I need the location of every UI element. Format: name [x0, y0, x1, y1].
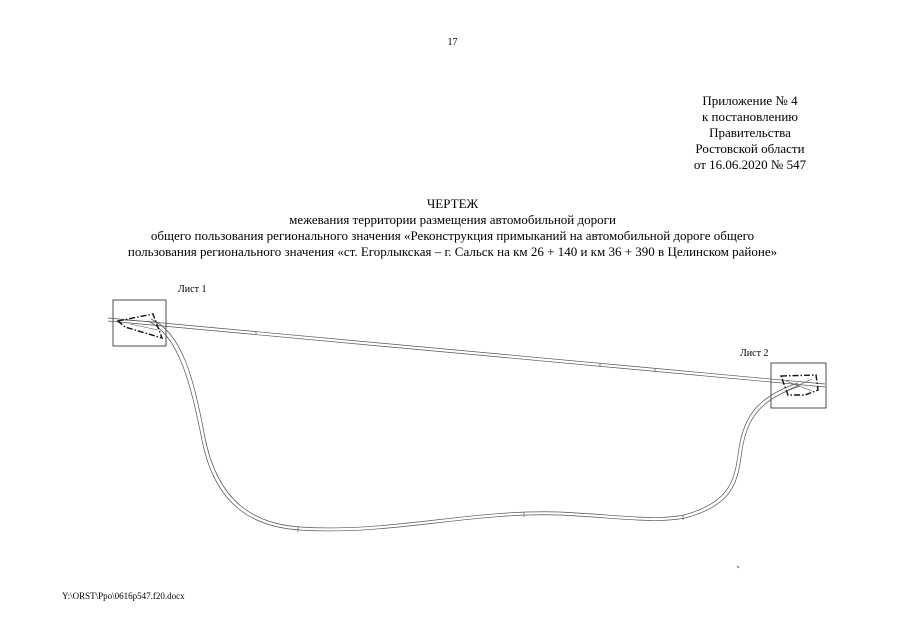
title-line-2: общего пользования регионального значения «Реконструкция примыканий на автомобильной дороге общего: [150, 228, 755, 243]
sheet-2-label: Лист 2: [740, 348, 769, 359]
stray-mark: [737, 566, 739, 568]
road-markers: [256, 331, 683, 532]
document-heading: ЧЕРТЕЖ: [426, 196, 479, 211]
straight-road: [108, 318, 825, 387]
title-line-1: межевания территории размещения автомобильной дороги: [289, 212, 616, 227]
appendix-line-4: Ростовской области: [695, 141, 805, 156]
page-number: 17: [447, 37, 458, 48]
sheet-1-label: Лист 1: [178, 284, 207, 295]
appendix-line-2: к постановлению: [701, 109, 799, 124]
footer-file-path: Y:\ORST\Ppo\0616p547.f20.docx: [62, 591, 185, 601]
appendix-line-3: Правительства: [709, 125, 791, 140]
appendix-line-1: Приложение № 4: [702, 93, 798, 108]
appendix-line-5: от 16.06.2020 № 547: [693, 157, 807, 172]
title-line-3: пользования регионального значения «ст. Егорлыкская – г. Сальск на км 26 + 140 и км 36 + 390 в Целинском районе»: [127, 244, 778, 259]
curved-road: [148, 319, 800, 531]
